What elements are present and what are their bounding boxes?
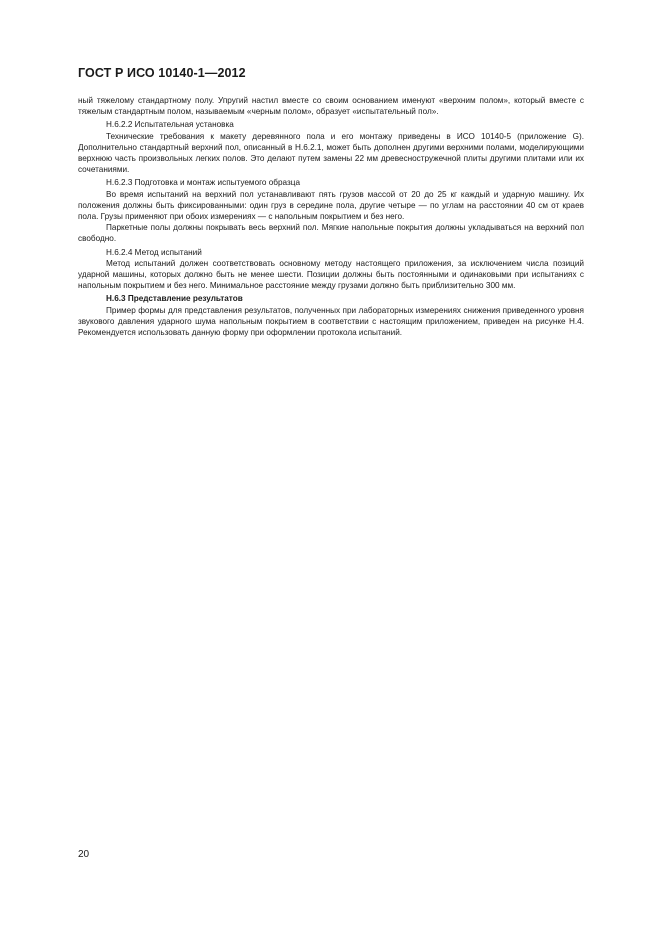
document-body xyxy=(78,95,584,338)
paragraph-continuation: ный тяжелому стандартному полу. Упругий настил вместе со своим основанием именуют «верхним полом», который вместе с тяжелым стандартным полом, называемым «черным полом», образует «испытательный пол». xyxy=(78,96,584,117)
paragraph-results-presentation: Пример формы для представления результатов, полученных при лабораторных измерениях снижения приведенного уровня звукового давления ударного шума напольным покрытием в соответствии с настоящим приложением, приведен на рисунке Н.4. Рекомендуется использовать данную форму при оформлении протокола испытаний. xyxy=(78,305,584,338)
section-heading-h-6-3: Н.6.3 Представление результатов xyxy=(106,294,243,304)
document-header: ГОСТ Р ИСО 10140-1—2012 xyxy=(78,66,246,80)
paragraph-parquet-floors: Паркетные полы должны покрывать весь верхний пол. Мягкие напольные покрытия должны укладываться на верхний пол свободно. xyxy=(78,223,584,244)
section-heading-h-6-2-2: Н.6.2.2 Испытательная установка xyxy=(106,120,234,130)
section-heading-h-6-2-3: Н.6.2.3 Подготовка и монтаж испытуемого образца xyxy=(106,178,301,188)
section-heading-h-6-2-4: Н.6.2.4 Метод испытаний xyxy=(106,247,202,257)
paragraph-test-method: Метод испытаний должен соответствовать основному методу настоящего приложения, за исключением числа позиций ударной машины, которых должно быть не менее шести. Позиции должны быть постоянными и одинаковыми при испытаниях с напольным покрытием и без него. Минимальное расстояние между грузами должно быть приблизительно 300 мм. xyxy=(78,258,584,291)
paragraph-specimen-preparation: Во время испытаний на верхний пол устанавливают пять грузов массой от 20 до 25 кг каждый и ударную машину. Их положения должны быть фиксированными: один груз в середине пола, другие четыре — по углам на расстоянии 40 см от краев пола. Грузы применяют при обоих измерениях — с напольным покрытием и без него. xyxy=(78,189,584,222)
paragraph-test-setup: Технические требования к макету деревянного пола и его монтажу приведены в ИСО 10140-5 (приложение G). Дополнительно стандартный верхний пол, описанный в Н.6.2.1, может быть дополнен другими верхними полами, моделирующими верхнюю часть произвольных легких полов. Это делают путем замены 22 мм древесностружечной плиты другими плитами или их сочетаниями. xyxy=(78,131,584,175)
page-number: 20 xyxy=(78,849,90,860)
